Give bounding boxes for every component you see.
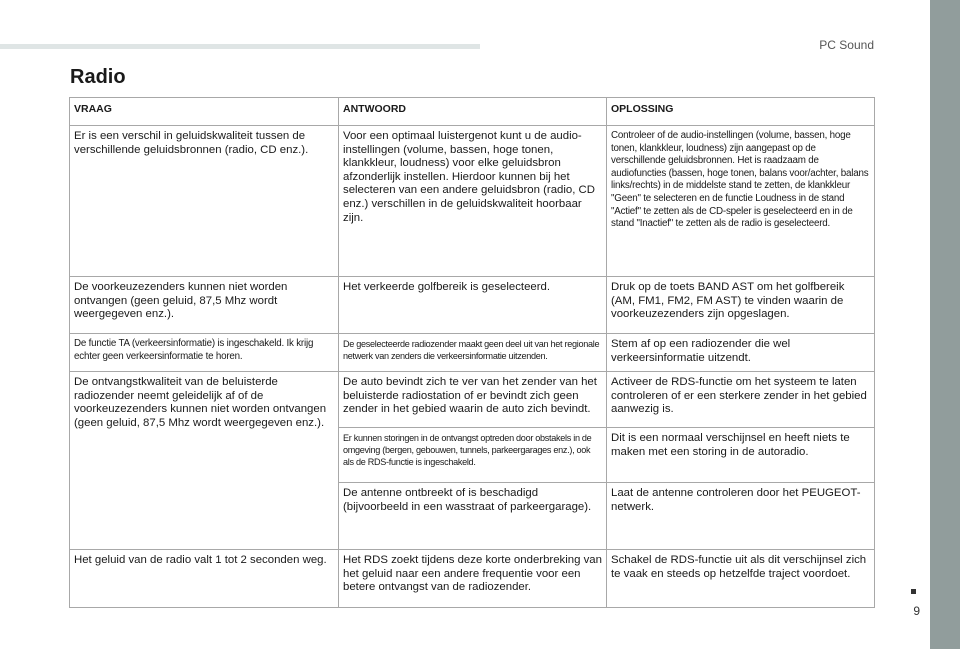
answer-cell: Voor een optimaal luistergenot kunt u de audio-instellingen (volume, bassen, hoge tonen, klankkleur, loudness) voor elke geluidsbron afzonderlijk instellen. Hierdoor kunnen bij het selecteren van een andere geluidsbron (radio, CD enz.) verschillen in de geluidskwaliteit hoorbaar zijn. — [339, 126, 607, 277]
question-cell: De functie TA (verkeersinformatie) is ingeschakeld. Ik krijg echter geen verkeersinformatie te horen. — [70, 334, 339, 372]
column-header-question: VRAAG — [70, 98, 339, 126]
column-header-answer: ANTWOORD — [339, 98, 607, 126]
table-row — [70, 550, 875, 608]
page-title: Radio — [70, 66, 126, 88]
answer-cell: De antenne ontbreekt of is beschadigd (bijvoorbeeld in een wasstraat of parkeergarage). — [339, 483, 607, 550]
table-row — [70, 277, 875, 334]
solution-cell: Activeer de RDS-functie om het systeem te laten controleren of er een sterkere zender in het gebied aanwezig is. — [607, 372, 875, 428]
answer-cell: Het RDS zoekt tijdens deze korte onderbreking van het geluid naar een andere frequentie voor een betere ontvangst van de radiozender. — [339, 550, 607, 608]
question-cell: De voorkeuzezenders kunnen niet worden ontvangen (geen geluid, 87,5 Mhz wordt weergegeven enz.). — [70, 277, 339, 334]
column-header-solution: OPLOSSING — [607, 98, 875, 126]
solution-cell: Laat de antenne controleren door het PEUGEOT-netwerk. — [607, 483, 875, 550]
answer-cell: De auto bevindt zich te ver van het zender van het beluisterde radiostation of er bevindt zich geen zender in het gebied waarin de auto zich bevindt. — [339, 372, 607, 428]
header-decor-bar — [0, 44, 480, 49]
table-row — [70, 126, 875, 277]
table-row — [70, 334, 875, 372]
side-tab-bar — [930, 0, 960, 649]
solution-cell: Druk op de toets BAND AST om het golfbereik (AM, FM1, FM2, FM AST) te vinden waarin de voorkeuzezenders zijn opgeslagen. — [607, 277, 875, 334]
page-number: 9 — [913, 604, 920, 618]
table-header-row — [70, 98, 875, 126]
troubleshooting-table — [69, 97, 875, 608]
solution-cell: Dit is een normaal verschijnsel en heeft niets te maken met een storing in de autoradio. — [607, 428, 875, 483]
question-cell: Het geluid van de radio valt 1 tot 2 seconden weg. — [70, 550, 339, 608]
answer-cell: Er kunnen storingen in de ontvangst optreden door obstakels in de omgeving (bergen, gebouwen, tunnels, parkeergarages enz.), ook als de RDS-functie is ingeschakeld. — [339, 428, 607, 483]
question-cell: De ontvangstkwaliteit van de beluisterde radiozender neemt geleidelijk af of de voorkeuzezenders kunnen niet worden ontvangen (geen geluid, 87,5 Mhz wordt weergegeven enz.). — [70, 372, 339, 550]
table-row — [70, 372, 875, 428]
solution-cell: Controleer of de audio-instellingen (volume, bassen, hoge tonen, klankkleur, loudness) zijn aangepast op de verschillende geluidsbronnen. Het is raadzaam de audiofuncties (bassen, hoge tonen, balans voor/achter, balans links/rechts) in de middelste stand te zetten, de klankkleur "Geen" te selecteren en de functie Loudness in de stand "Actief" te zetten als de CD-speler is geselecteerd en in de stand "Inactief" te zetten als de radio is geselecteerd. — [607, 126, 875, 277]
solution-cell: Schakel de RDS-functie uit als dit verschijnsel zich te vaak en steeds op hetzelfde traject voordoet. — [607, 550, 875, 608]
answer-cell: De geselecteerde radiozender maakt geen deel uit van het regionale netwerk van zenders die verkeersinformatie uitzenden. — [339, 334, 607, 372]
question-cell: Er is een verschil in geluidskwaliteit tussen de verschillende geluidsbronnen (radio, CD enz.). — [70, 126, 339, 277]
page-marker — [911, 589, 916, 594]
section-label: PC Sound — [819, 38, 874, 52]
answer-cell: Het verkeerde golfbereik is geselecteerd. — [339, 277, 607, 334]
solution-cell: Stem af op een radiozender die wel verkeersinformatie uitzendt. — [607, 334, 875, 372]
